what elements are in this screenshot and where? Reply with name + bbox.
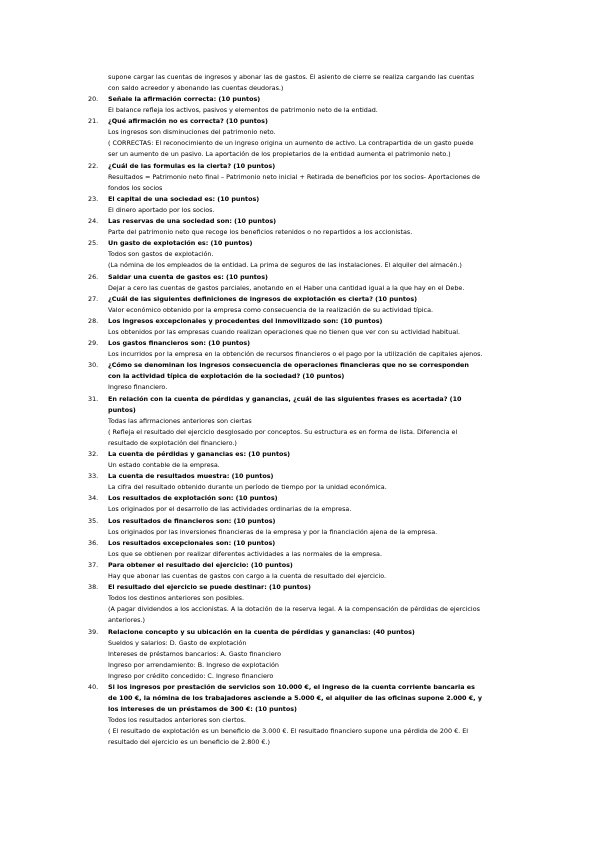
- question-item: [0, 394, 600, 449]
- question-body: [108, 627, 538, 682]
- question-item: [0, 338, 600, 360]
- answer-text: Ingreso por crédito concedido: C. Ingreso financiero: [108, 671, 274, 680]
- question-number: 25.: [88, 239, 99, 248]
- question-text: Para obtener el resultado del ejercicio: (10 puntos): [108, 560, 293, 569]
- question-number: 34.: [88, 494, 99, 503]
- question-text: Señale la afirmación correcta: (10 puntos): [108, 95, 261, 103]
- question-item: [0, 471, 600, 493]
- question-number: 40.: [88, 682, 99, 691]
- answer-text: (La nómina de los empleados de la entidad. La prima de seguros de las instalaciones. El alquiler del almacén.): [108, 261, 462, 270]
- question-list: [0, 94, 600, 749]
- question-text: Las reservas de una sociedad son: (10 puntos): [108, 217, 277, 226]
- answer-text: ( El resultado de explotación es un beneficio de 3.000 €. El resultado financiero supone una pérdida de 200 €. El: [108, 727, 469, 736]
- question-text: Los resultados de explotación son: (10 puntos): [108, 494, 278, 503]
- answer-text: Los que se obtienen por realizar diferentes actividades a las normales de la empresa.: [108, 549, 382, 558]
- answer-text: Un estado contable de la empresa.: [108, 461, 220, 470]
- question-body: [108, 471, 538, 493]
- answer-text: fondos los socios: [108, 183, 163, 192]
- intro-continuation: [108, 72, 538, 94]
- question-item: [0, 272, 600, 294]
- question-text: En relación con la cuenta de pérdidas y ganancias, ¿cuál de las siguientes frases es acertada? (10: [108, 394, 462, 403]
- question-body: [108, 338, 538, 360]
- answer-text: ( CORRECTAS: El reconocimiento de un ingreso origina un aumento de activo. La contrapartida de un gasto puede: [108, 139, 474, 148]
- question-text: Los resultados de financieros son: (10 puntos): [108, 516, 276, 525]
- answer-text: anteriores.): [108, 616, 145, 625]
- question-item: [0, 627, 600, 682]
- question-text: Saldar una cuenta de gastos es: (10 puntos): [108, 272, 268, 281]
- answer-text: Dejar a cero las cuentas de gastos parciales, anotando en el Haber una cantidad igual a la que hay en el Debe.: [108, 283, 465, 292]
- answer-text: Intereses de préstamos bancarios: A. Gasto financiero: [108, 649, 282, 658]
- answer-text: ( Refleja el resultado del ejercicio desglosado por conceptos. Su estructura es en forma de lista. Diferencia el: [108, 427, 458, 436]
- question-text: El resultado del ejercicio se puede destinar: (10 puntos): [108, 583, 311, 592]
- question-number: 20.: [88, 95, 99, 103]
- question-body: [108, 682, 538, 749]
- question-text: puntos): [108, 405, 136, 414]
- answer-text: Los originados por las inversiones financieras de la empresa y por la financiación ajena de la empresa.: [108, 527, 438, 536]
- answer-text: resultado del ejercicio es un beneficio de 2.800 €.): [108, 738, 271, 747]
- question-number: 29.: [88, 339, 99, 348]
- question-text: Si los ingresos por prestación de servicios son 10.000 €, el ingreso de la cuenta corriente bancaria es: [108, 682, 475, 691]
- answer-text: Hay que abonar las cuentas de gastos con cargo a la cuenta de resultado del ejercicio.: [108, 572, 387, 581]
- question-text: ¿Cuál de las siguientes definiciones de ingresos de explotación es cierta? (10 puntos): [108, 294, 418, 303]
- question-body: [108, 316, 538, 338]
- question-item: [0, 194, 600, 216]
- question-text: La cuenta de pérdidas y ganancias es: (10 puntos): [108, 450, 291, 458]
- question-body: [108, 294, 538, 316]
- question-text: Los gastos financieros son: (10 puntos): [108, 339, 251, 348]
- question-item: [0, 216, 600, 238]
- question-number: 23.: [88, 194, 99, 203]
- question-body: [108, 216, 538, 238]
- question-item: [0, 294, 600, 316]
- question-number: 27.: [88, 294, 99, 303]
- answer-text: Parte del patrimonio neto que recoge los beneficios retenidos o no repartidos a los accionistas.: [108, 228, 413, 237]
- question-body: [108, 449, 538, 471]
- answer-text: El dinero aportado por los socios.: [108, 205, 215, 214]
- question-text: Relacione concepto y su ubicación en la cuenta de pérdidas y ganancias: (40 puntos): [108, 627, 415, 636]
- question-text: ¿Cómo se denominan los ingresos consecuencia de operaciones financieras que no se corresponden: [108, 361, 469, 370]
- answer-text: (A pagar dividendos a los accionistas. A la dotación de la reserva legal. A la compensación de pérdidas de ejercicios: [108, 605, 480, 614]
- question-item: [0, 94, 600, 116]
- question-item: [0, 161, 600, 194]
- question-number: 28.: [88, 316, 99, 325]
- answer-text: El balance refleja los activos, pasivos y elementos de patrimonio neto de la entidad.: [108, 106, 378, 115]
- intro-line: supone cargar las cuentas de ingresos y abonar las de gastos. El asiento de cierre se realiza cargando las cuentas: [108, 73, 475, 81]
- question-item: [0, 449, 600, 471]
- answer-text: Todos los resultados anteriores son ciertos.: [108, 716, 246, 725]
- question-text: El capital de una sociedad es: (10 puntos): [108, 194, 260, 203]
- question-item: [0, 116, 600, 160]
- question-item: [0, 560, 600, 582]
- answer-text: resultado de explotación del financiero.): [108, 438, 237, 447]
- answer-text: Resultados = Patrimonio neto final – Patrimonio neto inicial + Retirada de beneficios por los socios- Aportaciones de: [108, 172, 481, 181]
- question-number: 38.: [88, 583, 99, 592]
- question-body: [108, 272, 538, 294]
- question-body: [108, 94, 538, 116]
- question-text: con la actividad típica de explotación de la sociedad? (10 puntos): [108, 372, 345, 381]
- question-body: [108, 538, 538, 560]
- question-text: de 100 €, la nómina de los trabajadores asciende a 5.000 €, el alquiler de las oficinas supone 2.000 €, y: [108, 694, 482, 703]
- question-number: 35.: [88, 516, 99, 525]
- answer-text: Todas las afirmaciones anteriores son ciertas: [108, 416, 252, 425]
- question-number: 30.: [88, 361, 99, 370]
- answer-text: La cifra del resultado obtenido durante un período de tiempo por la unidad económica.: [108, 483, 387, 492]
- question-body: [108, 493, 538, 515]
- question-body: [108, 582, 538, 626]
- question-number: 22.: [88, 161, 99, 170]
- question-number: 33.: [88, 472, 99, 481]
- answer-text: Los originados por el desarrollo de las actividades ordinarias de la empresa.: [108, 505, 352, 514]
- answer-text: Los obtenidos por las empresas cuando realizan operaciones que no tienen que ver con su actividad habitual.: [108, 327, 461, 336]
- question-body: [108, 360, 538, 393]
- question-number: 39.: [88, 627, 99, 636]
- answer-text: Los ingresos son disminuciones del patrimonio neto.: [108, 128, 276, 137]
- question-text: Un gasto de explotación es: (10 puntos): [108, 239, 253, 248]
- question-item: [0, 582, 600, 626]
- question-item: [0, 516, 600, 538]
- question-body: [108, 516, 538, 538]
- answer-text: ser un aumento de un pasivo. La aportación de los propietarios de la entidad aumenta el patrimonio neto.): [108, 150, 451, 159]
- question-number: 32.: [88, 450, 99, 458]
- answer-text: Sueldos y salarios: D. Gasto de explotación: [108, 638, 247, 647]
- question-item: [0, 538, 600, 560]
- question-number: 31.: [88, 394, 99, 403]
- question-text: La cuenta de resultados muestra: (10 puntos): [108, 472, 274, 481]
- intro-line: con saldo acreedor y abonando las cuentas deudoras.): [108, 84, 284, 93]
- question-body: [108, 161, 538, 194]
- answer-text: Todos los destinos anteriores son posibles.: [108, 594, 245, 603]
- question-body: [108, 238, 538, 271]
- question-text: los intereses de un préstamos de 300 €: (10 puntos): [108, 705, 297, 714]
- answer-text: Ingreso financiero.: [108, 383, 168, 392]
- question-number: 37.: [88, 560, 99, 569]
- question-text: Los ingresos excepcionales y procedentes del inmovilizado son: (10 puntos): [108, 316, 383, 325]
- question-body: [108, 194, 538, 216]
- question-body: [108, 560, 538, 582]
- question-item: [0, 360, 600, 393]
- question-item: [0, 682, 600, 749]
- question-number: 24.: [88, 217, 99, 226]
- question-text: ¿Qué afirmación no es correcta? (10 puntos): [108, 117, 268, 126]
- answer-text: Todos son gastos de explotación.: [108, 250, 214, 259]
- question-body: [108, 116, 538, 160]
- answer-text: Valor económico obtenido por la empresa como consecuencia de la realización de su actividad típica.: [108, 305, 434, 314]
- question-number: 26.: [88, 272, 99, 281]
- answer-text: Los incurridos por la empresa en la obtención de recursos financieros o el pago por la utilización de capitales ajenos.: [108, 350, 483, 359]
- answer-text: Ingreso por arrendamiento: B. Ingreso de explotación: [108, 660, 279, 669]
- question-item: [0, 493, 600, 515]
- question-text: ¿Cuál de las formulas es la cierta? (10 puntos): [108, 161, 276, 170]
- question-item: [0, 238, 600, 271]
- question-number: 36.: [88, 538, 99, 547]
- question-number: 21.: [88, 117, 99, 126]
- question-text: Los resultados excepcionales son: (10 puntos): [108, 538, 276, 547]
- question-body: [108, 394, 538, 449]
- question-item: [0, 316, 600, 338]
